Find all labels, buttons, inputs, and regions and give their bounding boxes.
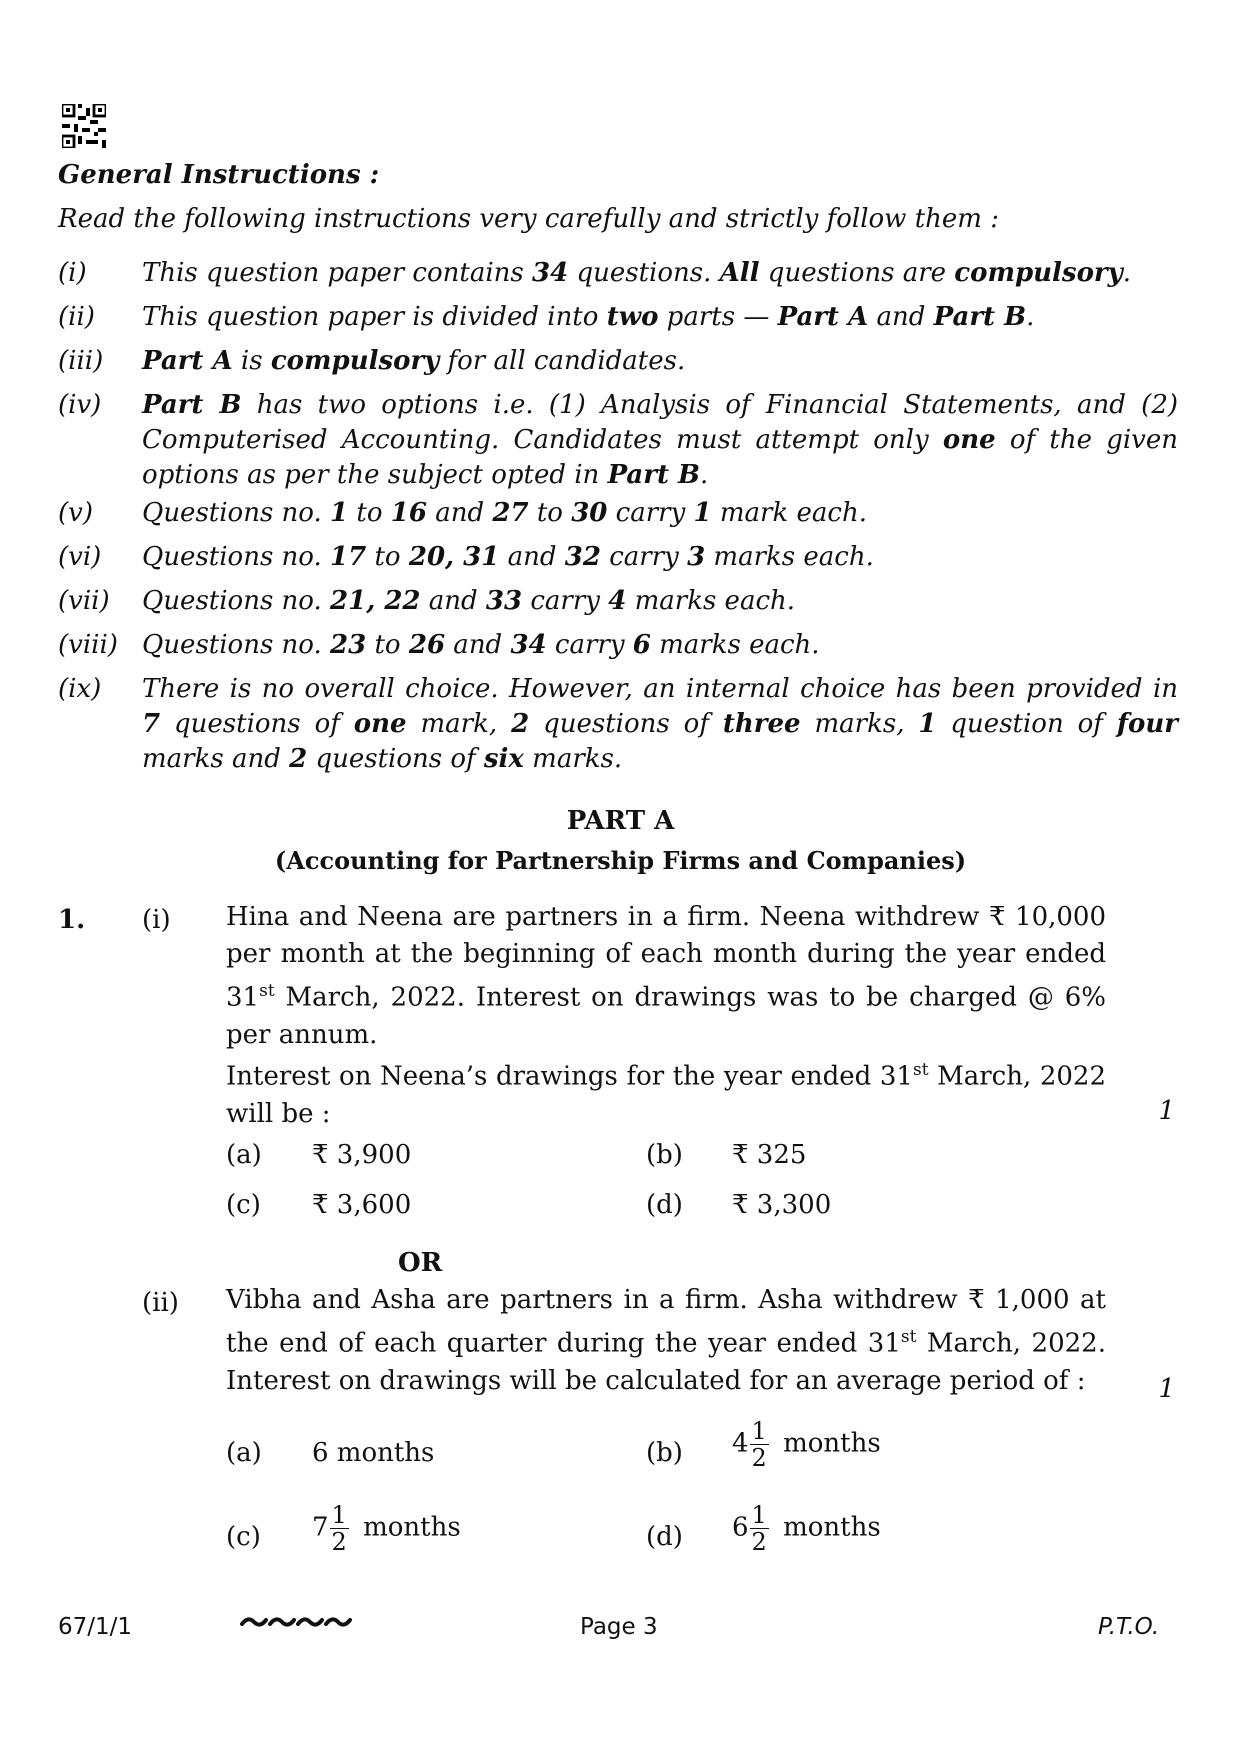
option-label: (b) bbox=[646, 1140, 683, 1170]
instruction-number: (v) bbox=[58, 498, 93, 528]
instruction-number: (iv) bbox=[58, 390, 102, 420]
option-text: 4 $\frac{1}{2}$ months bbox=[732, 1417, 881, 1472]
option-label: (c) bbox=[226, 1522, 261, 1552]
page-number: Page 3 bbox=[580, 1614, 658, 1640]
instruction-number: (i) bbox=[58, 258, 87, 288]
instruction-text: There is no overall choice. However, an internal choice has been provided in 7 questions of one mark, 2 questions of three marks, 1 question of four marks and 2 questions of six marks. bbox=[142, 674, 1178, 774]
qr-code-icon bbox=[62, 104, 106, 148]
instruction-number: (vii) bbox=[58, 586, 110, 616]
general-instructions-title: General Instructions : bbox=[58, 160, 380, 190]
question-prompt: Interest on Neena’s drawings for the year ended 31st March, 2022 will be : bbox=[226, 1060, 1106, 1129]
instruction-text: This question paper is divided into two parts — Part A and Part B. bbox=[142, 302, 1035, 332]
instruction-number: (vi) bbox=[58, 542, 102, 572]
part-subtitle: (Accounting for Partnership Firms and Companies) bbox=[274, 846, 967, 875]
instruction-text: Questions no. 1 to 16 and 27 to 30 carry 1 mark each. bbox=[142, 498, 867, 528]
option-label: (d) bbox=[646, 1190, 683, 1220]
instruction-text: Questions no. 21, 22 and 33 carry 4 marks each. bbox=[142, 586, 796, 616]
option-label: (a) bbox=[226, 1140, 262, 1170]
question-text: Hina and Neena are partners in a firm. Neena withdrew ₹ 10,000 per month at the beginning of each month during the year ended 31st March, 2022. Interest on drawings was to be charged @ 6% per annum. bbox=[226, 902, 1106, 1050]
option-text: 6 months bbox=[312, 1438, 435, 1468]
option-text: ₹ 3,600 bbox=[312, 1190, 412, 1220]
option-text: ₹ 3,900 bbox=[312, 1140, 412, 1170]
instruction-number: (viii) bbox=[58, 630, 118, 660]
option-text: 7 $\frac{1}{2}$ months bbox=[312, 1501, 461, 1556]
option-label: (b) bbox=[646, 1438, 683, 1468]
marks-label: 1 bbox=[1158, 1096, 1175, 1126]
subquestion-label-ii: (ii) bbox=[142, 1288, 179, 1318]
instructions-intro: Read the following instructions very carefully and strictly follow them : bbox=[58, 204, 999, 234]
marks-label: 1 bbox=[1158, 1374, 1175, 1404]
option-text: 6 $\frac{1}{2}$ months bbox=[732, 1501, 881, 1556]
question-text: Vibha and Asha are partners in a firm. Asha withdrew ₹ 1,000 at the end of each quarter during the year ended 31st March, 2022. Interest on drawings will be calculated for an average period of : bbox=[226, 1285, 1106, 1396]
option-label: (d) bbox=[646, 1522, 683, 1552]
option-text: ₹ 3,300 bbox=[732, 1190, 832, 1220]
instruction-number: (iii) bbox=[58, 346, 104, 376]
or-label: OR bbox=[398, 1248, 443, 1278]
option-text: ₹ 325 bbox=[732, 1140, 807, 1170]
option-label: (c) bbox=[226, 1190, 261, 1220]
pto-label: P.T.O. bbox=[1098, 1614, 1160, 1640]
part-title: PART A bbox=[566, 806, 675, 836]
option-label: (a) bbox=[226, 1438, 262, 1468]
subquestion-label-i: (i) bbox=[142, 905, 171, 935]
question-number: 1. bbox=[58, 905, 86, 935]
instruction-text: Part B has two options i.e. (1) Analysis of Financial Statements, and (2) Computerised Accounting. Candidates must attempt only one of the given options as per the subject opted in Part B. bbox=[142, 390, 1179, 490]
instruction-text: Questions no. 17 to 20, 31 and 32 carry 3 marks each. bbox=[142, 542, 874, 572]
instruction-text: Questions no. 23 to 26 and 34 carry 6 marks each. bbox=[142, 630, 820, 660]
tilde-decoration-icon bbox=[240, 1612, 354, 1634]
paper-code: 67/1/1 bbox=[58, 1614, 133, 1640]
instruction-number: (ii) bbox=[58, 302, 95, 332]
instruction-text: Part A is compulsory for all candidates. bbox=[142, 346, 686, 376]
instruction-text: This question paper contains 34 questions. All questions are compulsory. bbox=[142, 258, 1131, 288]
instruction-number: (ix) bbox=[58, 674, 102, 704]
